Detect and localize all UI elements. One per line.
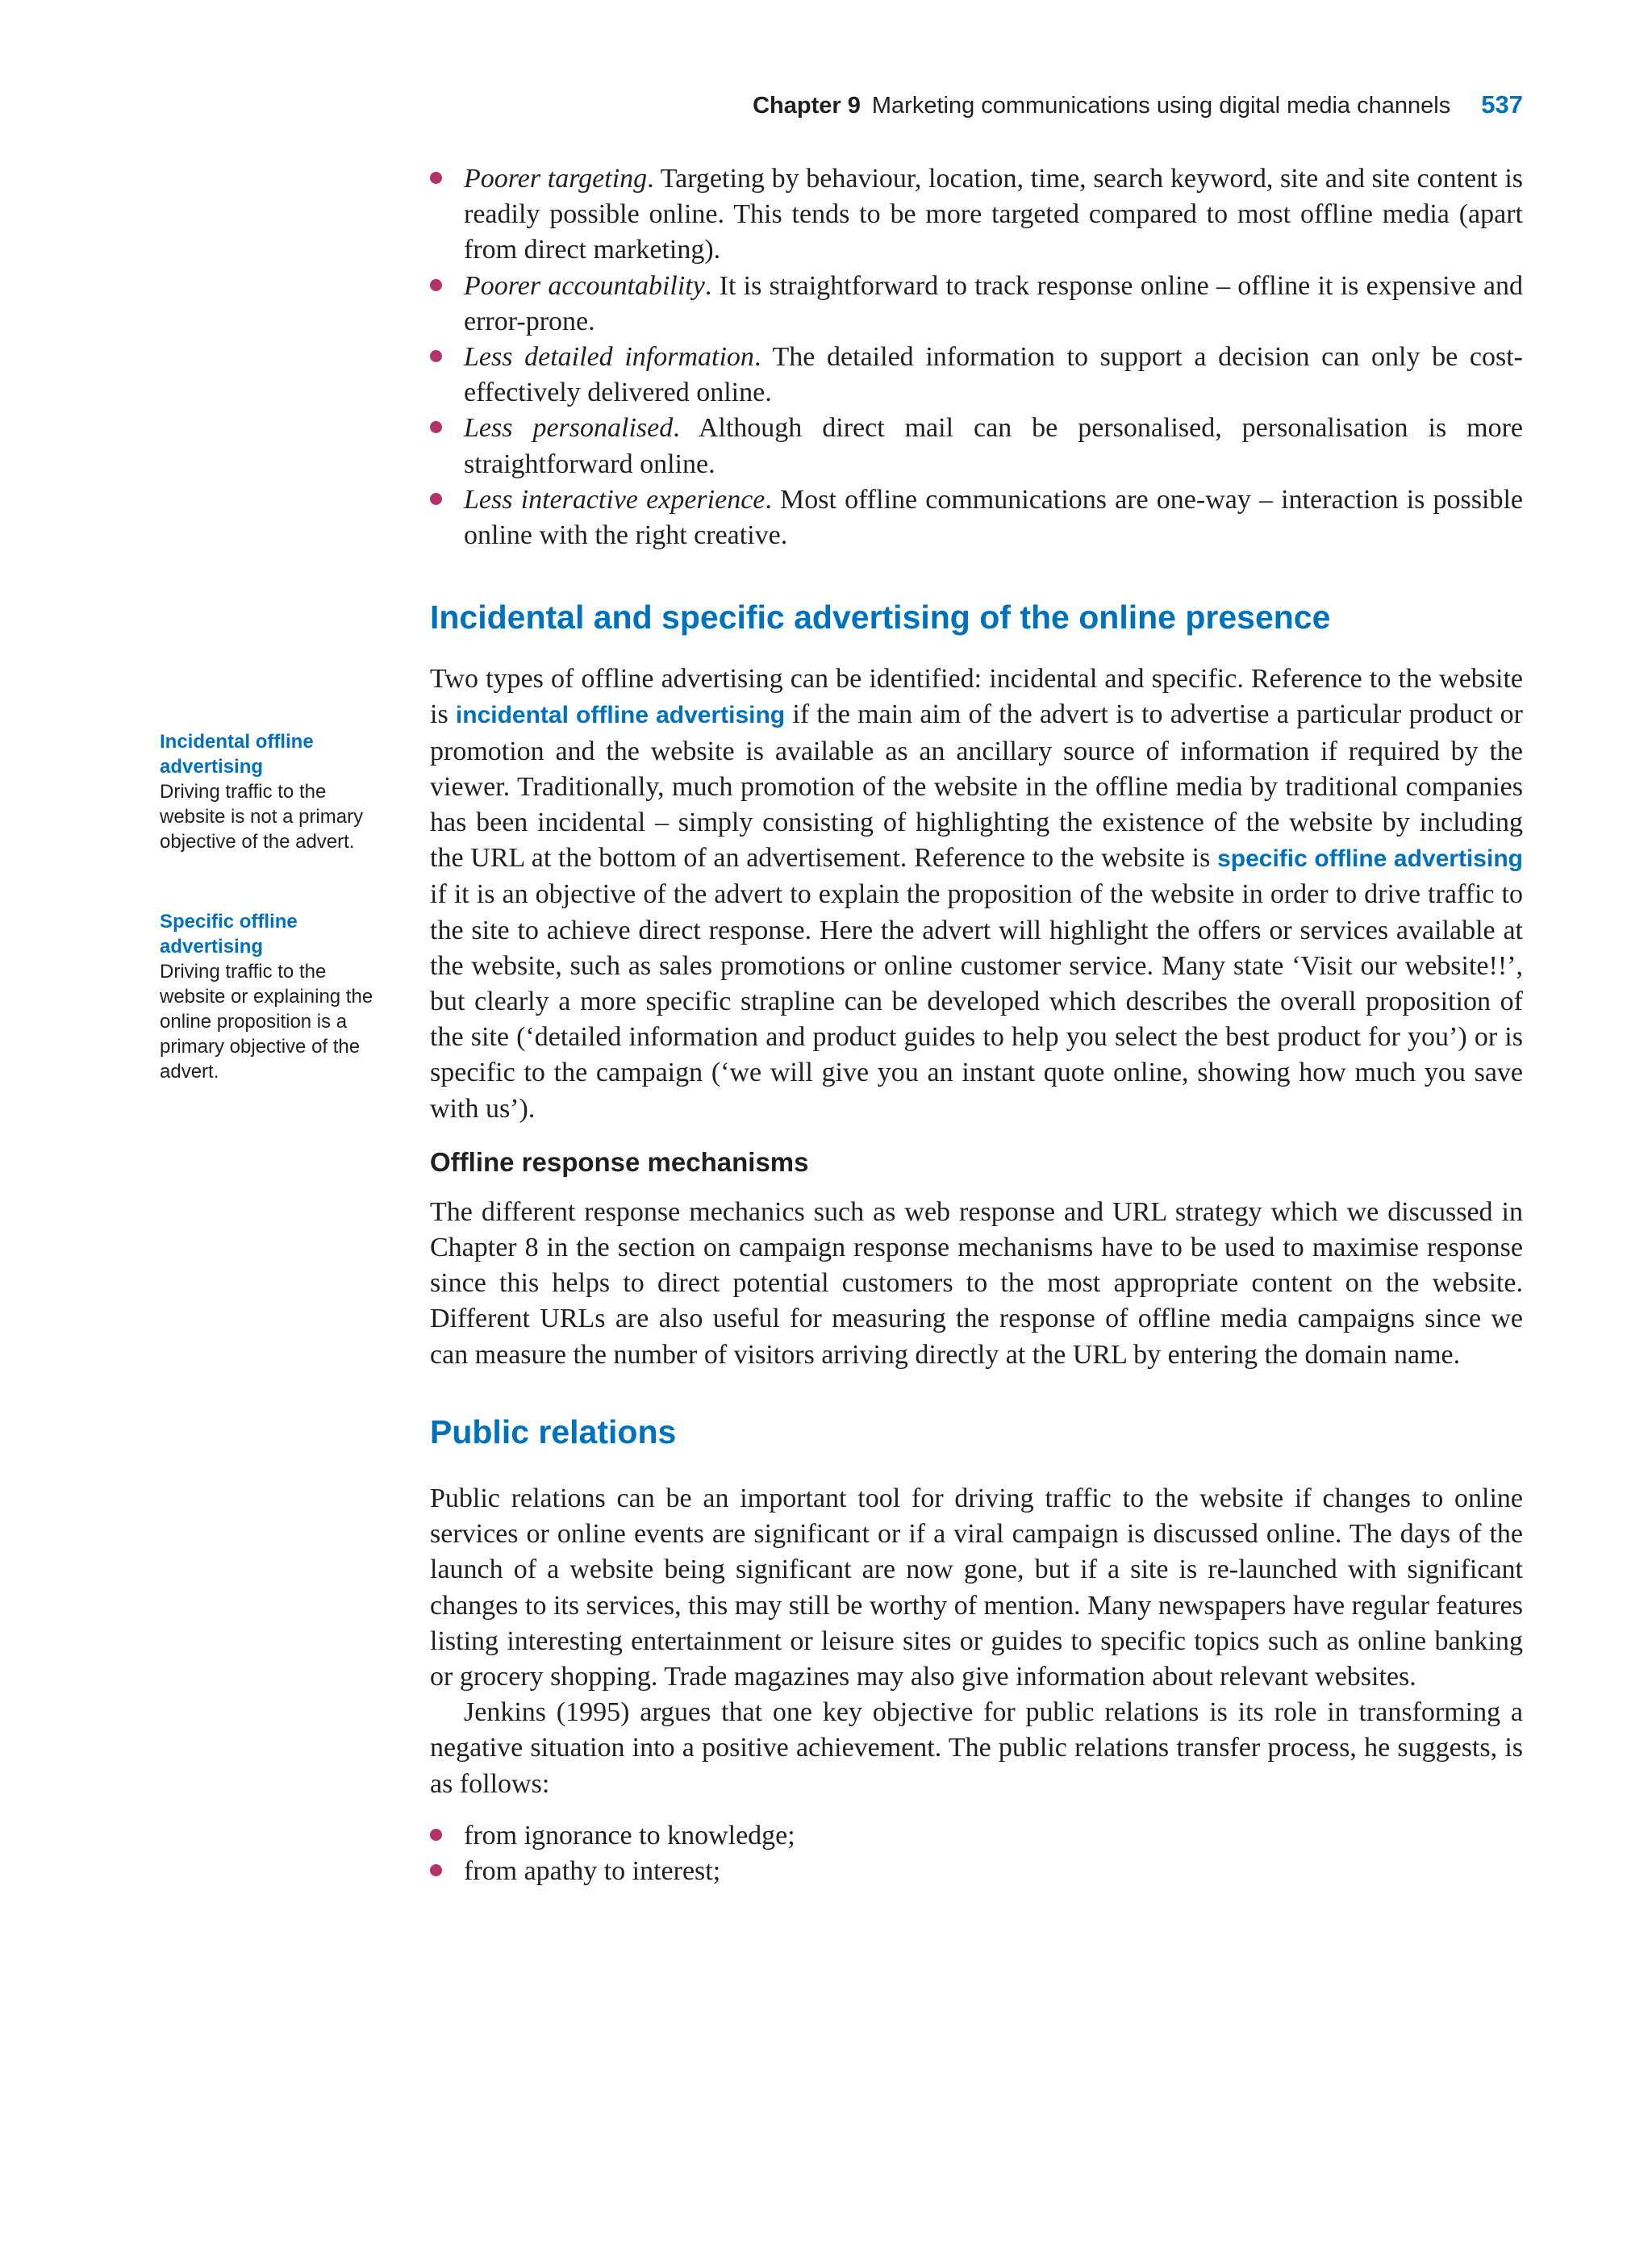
margin-note-specific [160,909,386,1084]
list-item [430,1818,1523,1854]
chapter-title: Marketing communications using digital media channels [871,93,1451,119]
bullet-text: . It is straightforward to track response online – offline it is expensive and error-prone. [464,270,1523,336]
paragraph-text: if it is an objective of the advert to explain the proposition of the website in order to drive traffic to the site to achieve direct response. Here the advert will highlight the offers or services available at the website, such as sales promotions or online customer service. Many state ‘Visit our website!!’, but clearly a more specific strapline can be developed which describes the overall proposition of the site (‘detailed information and product guides to help you select the best product for you’) or is specific to the campaign (‘we will give you an instant quote online, showing how much you save with us’). [430,879,1523,1124]
bullet-term: Less detailed information [464,342,754,373]
list-item [430,340,1523,411]
margin-note-definition: Driving traffic to the website is not a primary objective of the advert. [160,781,364,853]
main-text-column [430,161,1523,1889]
bullet-icon [430,1829,442,1841]
list-item [430,411,1523,482]
bullet-list-disadvantages [430,161,1523,553]
running-head [753,90,1523,119]
paragraph-public-relations-1: Public relations can be an important tool for driving traffic to the website if changes to online services or online events are significant or if a viral campaign is discussed online. The days of the launch of a website being significant are now gone, but if a site is re-launched with significant changes to its services, this may still be worthy of mention. Many newspapers have regular features listing interesting entertainment or leisure sites or guides to specific topics such as online banking or grocery shopping. Trade magazines may also give information about relevant websites. [430,1483,1523,1692]
paragraph-text: Two types of offline advertising can be identified: incidental and specific. Reference to the website is [430,664,1523,730]
bullet-icon [430,172,442,184]
page-number: 537 [1481,90,1523,119]
margin-note-term: Specific offline advertising [160,911,298,958]
paragraph-offline-response: The different response mechanics such as web response and URL strategy which we discussed in Chapter 8 in the section on campaign response mechanisms have to be used to maximise response since this helps to direct potential customers to the most appropriate content on the website. Different URLs are also useful for measuring the response of offline media campaigns since we can measure the number of visitors arriving directly at the URL by entering the domain name. [430,1196,1523,1370]
bullet-icon [430,279,442,291]
margin-note-incidental [160,729,386,854]
bullet-text: from apathy to interest; [464,1855,721,1886]
bullet-icon [430,1864,442,1876]
bullet-text: . Targeting by behaviour, location, time, search keyword, site and site content is readily possible online. This tends to be more targeted compared to most offline media (apart from direct marketing). [464,164,1524,265]
bullet-term: Poorer targeting [464,164,648,194]
list-item [430,161,1523,269]
bullet-text: . The detailed information to support a decision can only be cost-effectively delivered online. [464,342,1524,408]
margin-note-definition: Driving traffic to the website or explaining the online proposition is a primary objective of the advert. [160,961,373,1083]
keyword-incidental-offline-advertising: incidental offline advertising [455,702,786,729]
subsection-heading-offline-response: Offline response mechanisms [430,1146,809,1177]
paragraph-public-relations-2: Jenkins (1995) argues that one key objective for public relations is its role in transforming a negative situation into a positive achievement. The public relations transfer process, he suggests, is as follows: [430,1697,1523,1799]
bullet-text: . Although direct mail can be personalised, personalisation is more straightforward online. [464,413,1524,479]
list-item [430,482,1523,553]
bullet-text: from ignorance to knowledge; [464,1820,795,1851]
margin-note-term: Incidental offline advertising [160,731,314,778]
bullet-icon [430,493,442,505]
bullet-text: . Most offline communications are one-way – interaction is possible online with the right creative. [464,484,1523,551]
bullet-term: Less personalised [464,413,674,444]
bullet-icon [430,350,442,362]
keyword-specific-offline-advertising: specific offline advertising [1217,845,1523,873]
chapter-label: Chapter 9 [753,93,861,119]
paragraph-incidental-specific [430,661,1523,1127]
list-item [430,1854,1523,1889]
section-heading-public-relations: Public relations [430,1413,677,1450]
bullet-list-pr-transfer [430,1818,1523,1889]
bullet-icon [430,421,442,433]
paragraph-text: if the main aim of the advert is to advertise a particular product or promotion and the website is available as an ancillary source of information if required by the viewer. Traditionally, much promotion of the website in the offline media by traditional companies has been incidental – simply consisting of highlighting the existence of the website by including the URL at the bottom of an advertisement. Reference to the website is [430,699,1523,874]
bullet-term: Poorer accountability [464,270,705,301]
list-item [430,269,1523,340]
section-heading-incidental-specific: Incidental and specific advertising of the online presence [430,599,1331,636]
bullet-term: Less interactive experience [464,484,766,515]
